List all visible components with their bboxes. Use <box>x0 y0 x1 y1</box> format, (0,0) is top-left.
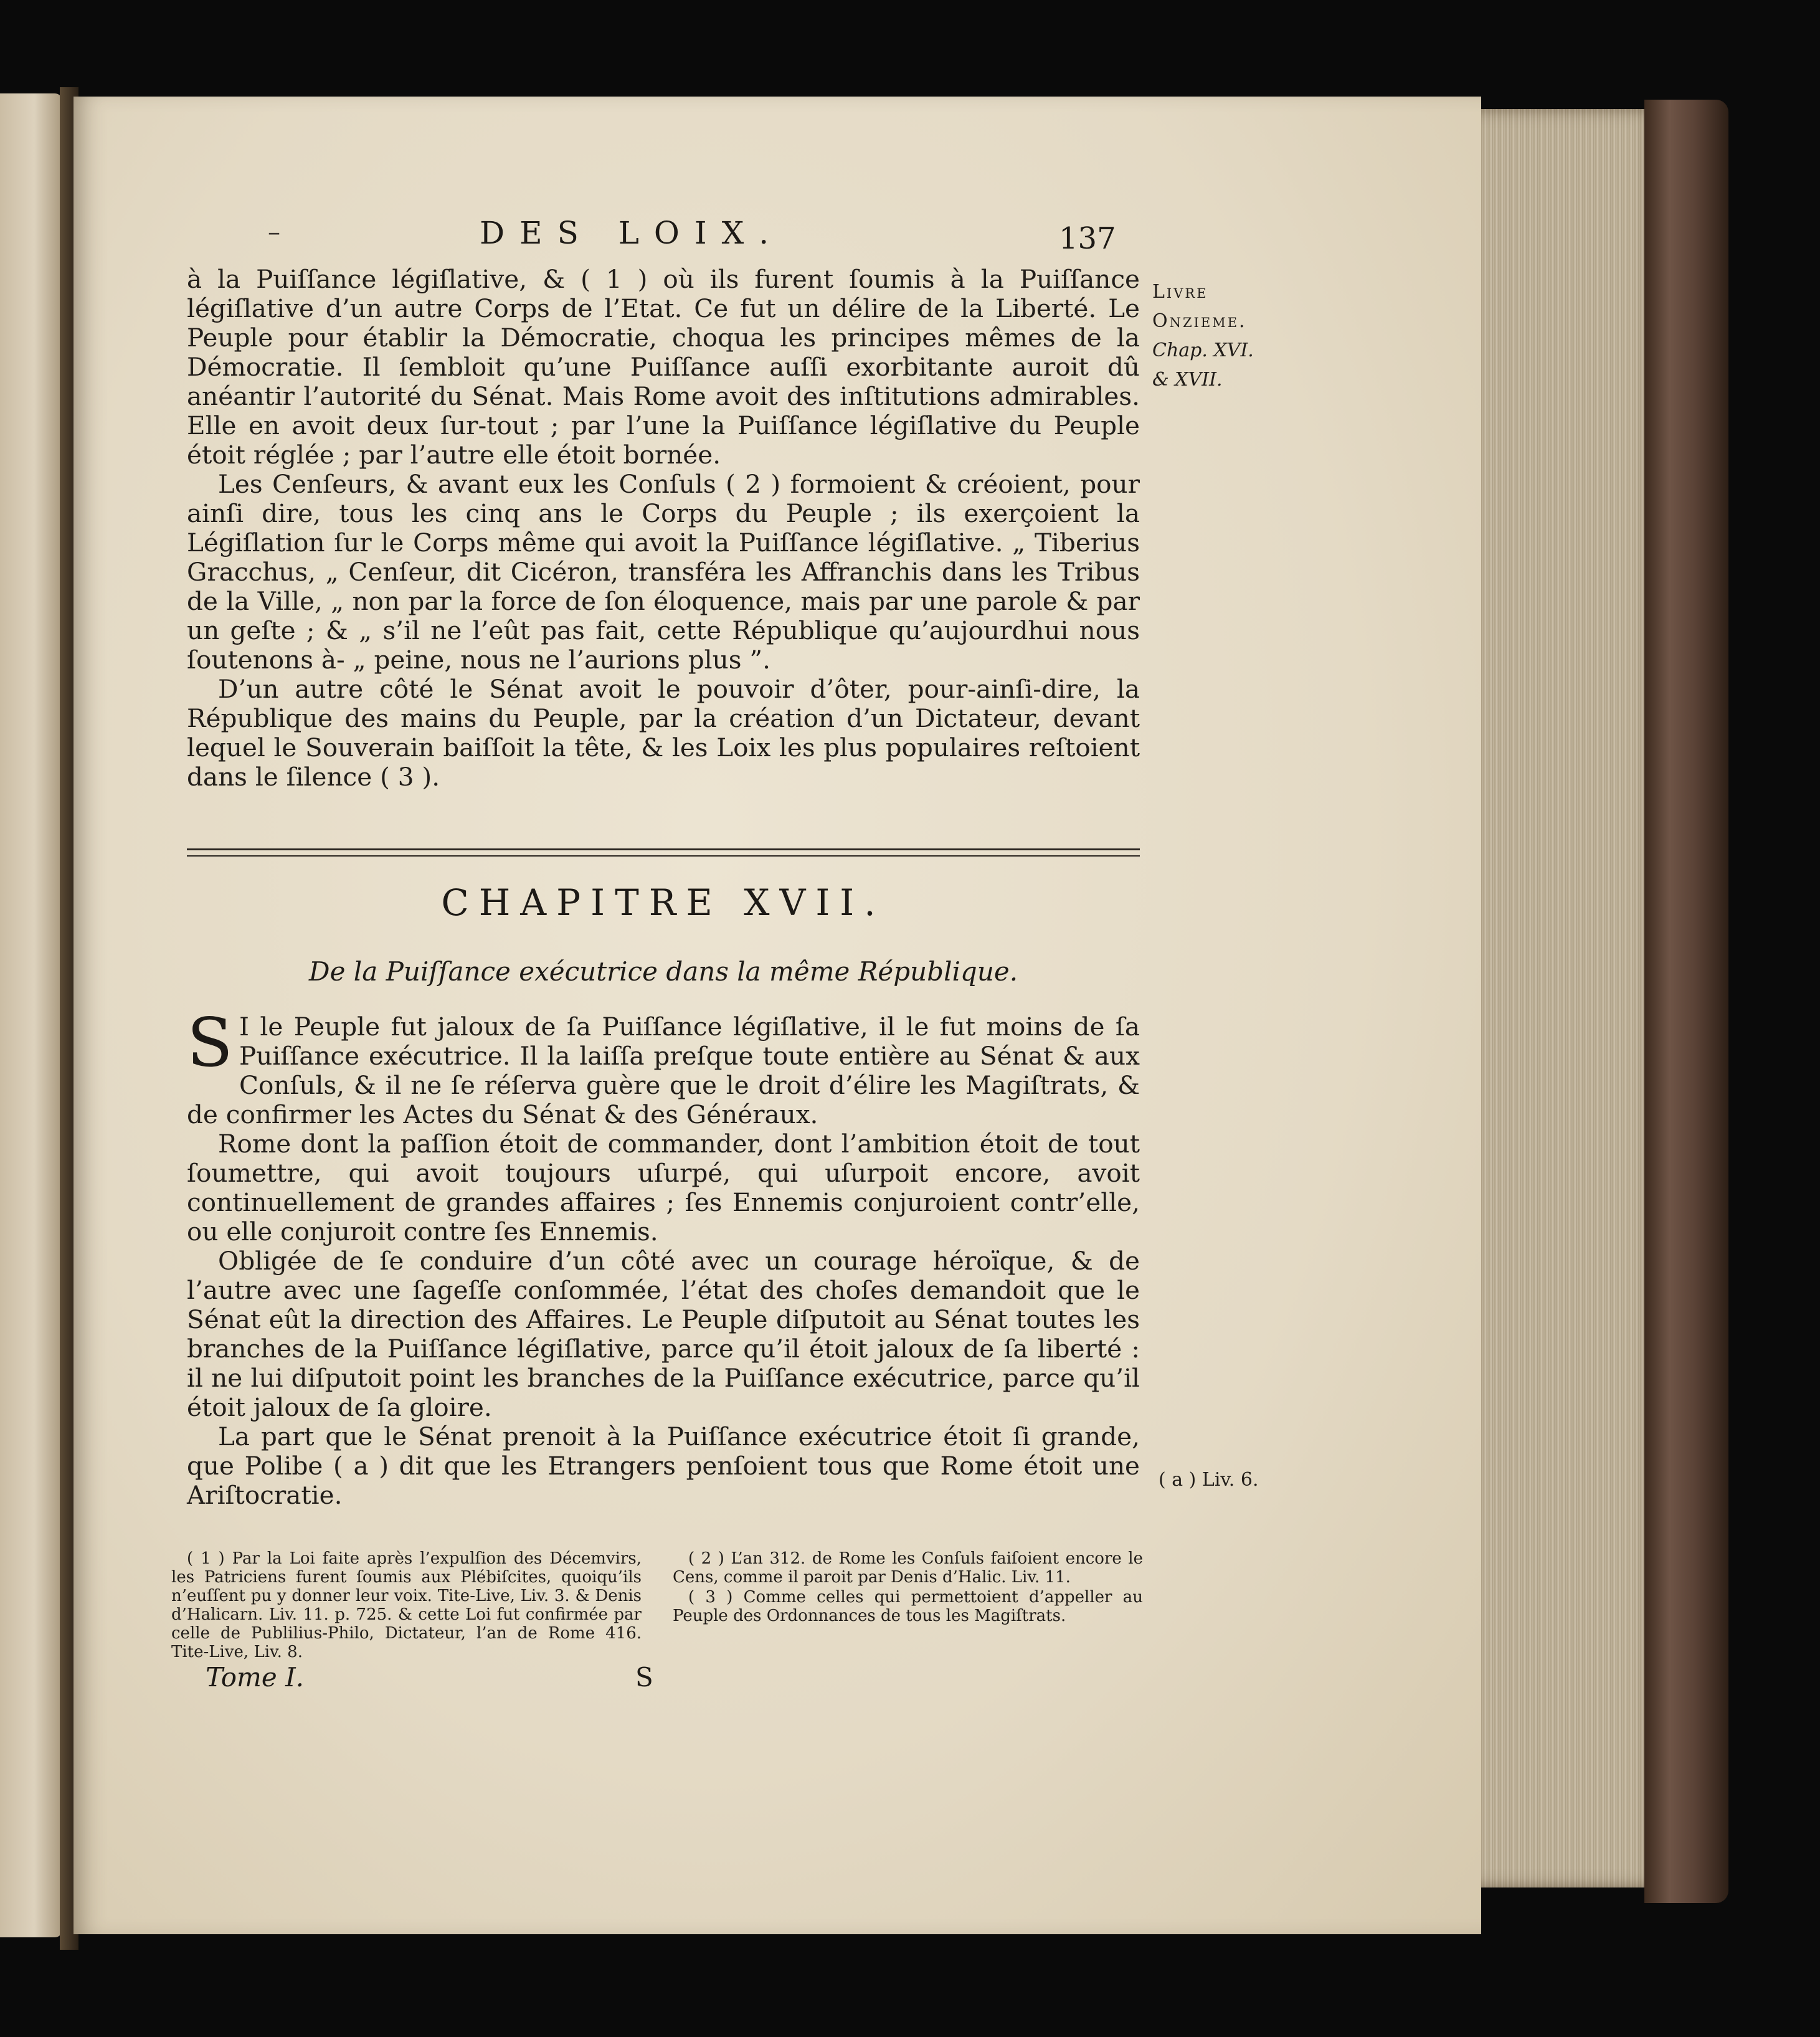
margin-onzieme: Onzieme. <box>1152 310 1247 332</box>
top-text-block <box>187 265 1140 792</box>
margin-note <box>1152 277 1264 394</box>
header-dash: – <box>268 218 280 247</box>
paragraph: Obligée de ſe conduire d’un côté avec un courage héroïque, & de l’autre avec une ſageſſe conſommée, l’état des choſes demandoit que le Sénat eût la direction des Affaires. Le Peuple diſputoit au Sénat toutes les branches de la Puiſſance légiſlative, parce qu’il étoit jaloux de ſa liberté : il ne lui diſputoit point les branches de la Puiſſance exécutrice, parce qu’il étoit jaloux de ſa gloire. <box>187 1246 1140 1422</box>
section-rule <box>187 848 1140 857</box>
signature-mark: S <box>635 1662 653 1693</box>
first-paragraph <box>187 1004 1140 1129</box>
tome-label: Tome I. <box>206 1662 305 1693</box>
footnotes <box>171 1549 1143 1663</box>
main-text-block <box>187 1004 1140 1510</box>
chapter-subtitle: De la Puiſſance exécutrice dans la même République. <box>308 956 1018 987</box>
page-number: 137 <box>1059 221 1116 256</box>
paragraph: à la Puiſſance légiſlative, & ( 1 ) où ils furent ſoumis à la Puiſſance légiſlative d’un autre Corps de l’Etat. Ce fut un délire de la Liberté. Le Peuple pour établir la Démocratie, choqua les principes mêmes de la Démocratie. Il ſembloit qu’une Puiſſance auſſi exorbitante auroit dû anéantir l’autorité du Sénat. Mais Rome avoit des inſtitutions admirables. Elle en avoit deux ſur-tout ; par l’une la Puiſſance légiſlative du Peuple étoit réglée ; par l’autre elle étoit bornée. <box>187 264 1140 470</box>
paragraph: Les Cenſeurs, & avant eux les Conſuls ( 2 ) formoient & créoient, pour ainſi dire, tous les cinq ans le Corps du Peuple ; ils exerçoient la Légiſlation ſur le Corps même qui avoit la Puiſſance légiſlative. „ Tiberius Gracchus, „ Cenſeur, dit Cicéron, transféra les Affranchis dans les Tribus de la Ville, „ non par la force de ſon éloquence, mais par une parole & par un geſte ; & „ s’il ne l’eût pas fait, cette République qu’aujourdhui nous ſoutenons à- „ peine, nous ne l’aurions plus ”. <box>187 469 1140 675</box>
running-head: DES LOIX. <box>480 215 784 251</box>
footnote: ( 2 ) L’an 312. de Rome les Conſuls faiſoient encore le Cens, comme il paroit par Denis d’Halic. Liv. 11. <box>673 1549 1143 1587</box>
previous-page-edge <box>0 93 62 1937</box>
footnote: ( 1 ) Par la Loi faite après l’expulſion des Décemvirs, les Patriciens furent ſoumis aux Plébiſcites, quoiqu’ils n’euſſent pu y donner leur voix. Tite-Live, Liv. 3. & Denis d’Halicarn. Liv. 11. p. 725. & cette Loi fut confirmée par celle de Publilius-Philo, Dictateur, l’an de Rome 416. Tite-Live, Liv. 8. <box>171 1549 642 1661</box>
side-reference: ( a ) Liv. 6. <box>1159 1469 1259 1491</box>
margin-chap: Chap. XVI. <box>1152 340 1254 361</box>
footnote: ( 3 ) Comme celles qui permettoient d’appeller au Peuple des Ordonnances de tous les Magiſtrats. <box>673 1588 1143 1625</box>
paragraph: D’un autre côté le Sénat avoit le pouvoir d’ôter, pour-ainſi-dire, la République des mains du Peuple, par la création d’un Dictateur, devant lequel le Souverain baiſſoit la tête, & les Loix les plus populaires reſtoient dans le ſilence ( 3 ). <box>187 674 1140 792</box>
first-paragraph-text: I le Peuple fut jaloux de ſa Puiſſance légiſlative, il le fut moins de ſa Puiſſance exécutrice. Il la laiſſa preſque toute entière au Sénat & aux Conſuls, & il ne ſe réſerva guère que le droit d’élire les Magiſtrats, & de confirmer les Actes du Sénat & des Généraux. <box>187 1012 1140 1129</box>
chapter-title: CHAPITRE XVII. <box>441 881 886 924</box>
paragraph: Rome dont la paſſion étoit de commander, dont l’ambition étoit de tout ſoumettre, qui avoit toujours uſurpé, qui uſurpoit encore, avoit continuellement de grandes affaires ; ſes Ennemis conjuroient contr’elle, ou elle conjuroit contre ſes Ennemis. <box>187 1129 1140 1246</box>
paragraph: La part que le Sénat prenoit à la Puiſſance exécutrice étoit ſi grande, que Polibe ( a ) dit que les Etrangers penſoient tous que Rome étoit une Ariſtocratie. <box>187 1422 1140 1510</box>
margin-livre: Livre <box>1152 281 1208 303</box>
book-cover <box>1644 100 1728 1903</box>
page-edges <box>1476 109 1663 1887</box>
margin-chap2: & XVII. <box>1152 369 1223 391</box>
footnotes-right <box>673 1549 1143 1663</box>
footnotes-left <box>171 1549 642 1663</box>
drop-cap: S <box>187 1004 233 1082</box>
